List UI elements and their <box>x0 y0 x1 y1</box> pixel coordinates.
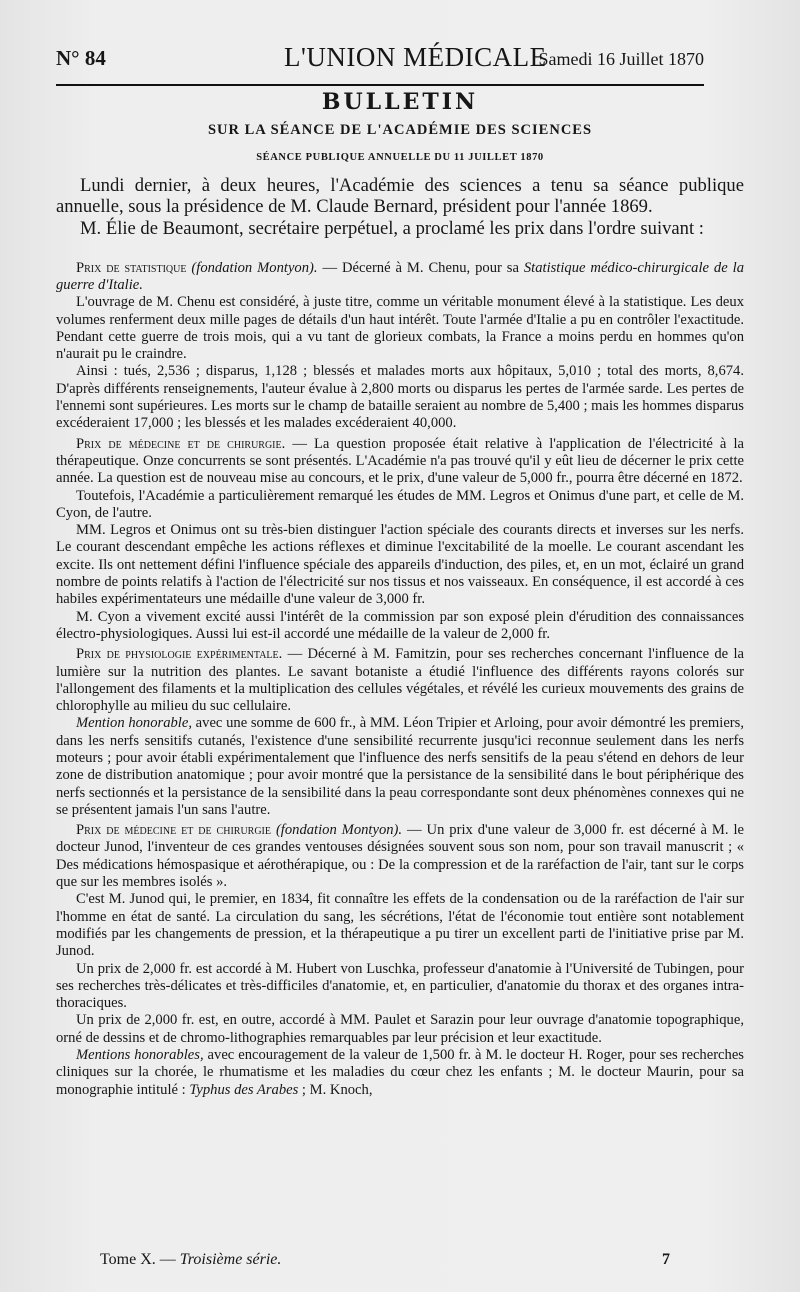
series-label: Troisième série. <box>179 1251 282 1268</box>
work-title: Statistique médico-chirurgicale de la guerre d'Italie. <box>56 259 744 293</box>
section-physiologie <box>56 646 744 715</box>
section-medecine-montyon <box>56 822 744 891</box>
volume-line <box>100 1251 281 1269</box>
paragraph <box>56 1047 744 1099</box>
paragraph: MM. Legros et Onimus ont su très-bien distinguer l'action spéciale des courants directs et inverses sur les nerfs. Le courant descendant empêche les actions réflexes et diminue l'excitabilité de la moelle. Le courant ascendant les excite. Ils ont nettement défini l'influence spéciale des appareils d'induction, des piles, et, en un mot, éclairé un grand nombre de points relatifs à l'action de l'électricité sur nos tissus et nos vaisseaux. En conséquence, il est accordé à ces habiles expérimentateurs une médaille d'une valeur de 3,000 fr. <box>56 522 744 608</box>
intro-paragraph: M. Élie de Beaumont, secrétaire perpétuel, a proclamé les prix dans l'ordre suivant : <box>80 218 704 240</box>
session-line: SÉANCE PUBLIQUE ANNUELLE DU 11 JUILLET 1870 <box>256 151 544 163</box>
section-heading: Prix de médecine et de chirurgie. <box>76 435 286 452</box>
mention-label: Mention honorable, <box>76 715 192 732</box>
page-number: 7 <box>662 1251 670 1268</box>
journal-title: L'UNION MÉDICALE <box>284 42 547 72</box>
bulletin-title: BULLETIN <box>321 89 479 115</box>
paragraph-text: avec une somme de 600 fr., à MM. Léon Tripier et Arloing, pour avoir démontré les premiers, dans les nerfs sensitifs cutanés, l'existence d'une sensibilité recurrente jusqu'ici reconnue seulement dans les nerfs moteurs ; pour avoir établi expérimentalement que l'influence des nerfs sensitifs de la peau s'étend en dehors de leur zone de distribution anatomique ; pour avoir montré que la persistance de la sensibilité dans le bout périphérique des nerfs sectionnés et la persistance de la sensibilité dans la peau correspondante sont deux phénomènes connexes qui ne se présentent jamais l'un sans l'autre. <box>56 715 744 818</box>
work-title: Typhus des Arabes <box>189 1081 299 1098</box>
paragraph-text: — Décerné à M. Famitzin, pour ses recherches concernant l'influence de la lumière sur la nutrition des plantes. Le savant botaniste a étudié l'influence des différents rayons colorés sur l'allongement des filaments et la multiplication des cellules végétales, et révélé les curieux mouvements des grains de chlorophylle au milieu du suc cellulaire. <box>56 646 744 715</box>
paragraph: Toutefois, l'Académie a particulièrement remarqué les études de MM. Legros et Onimus d'une part, et celle de M. Cyon, de l'autre. <box>56 487 744 521</box>
paragraph <box>56 715 744 819</box>
foundation-note: (fondation Montyon). <box>191 259 318 276</box>
paragraph: Un prix de 2,000 fr. est, en outre, accordé à MM. Paulet et Sarazin pour leur ouvrage d'anatomie topographique, orné de dessins et de chromo-lithographies remarquables par leur précision et leur exactitude. <box>56 1012 744 1046</box>
article-body <box>56 89 744 1099</box>
intro-paragraph: Lundi dernier, à deux heures, l'Académie des sciences a tenu sa séance publique annuelle, sous la présidence de M. Claude Bernard, président pour l'année 1869. <box>56 174 744 218</box>
page-header <box>56 44 704 86</box>
section-statistique <box>56 260 744 295</box>
mention-label: Mentions honorables, <box>76 1047 204 1064</box>
paragraph-text: — La question proposée était relative à l'application de l'électricité à la thérapeutique. Onze concurrents se sont présentés. L'Académie n'a pas trouvé qu'il y eût lieu de décerner le prix cette année. La question est de nouveau mise au concours, et le prix, d'une valeur de 5,000 fr., pourra être décerné en 1872. <box>56 435 744 487</box>
volume-label: Tome X. — <box>100 1251 180 1268</box>
paragraph-text: avec encouragement de la valeur de 1,500 fr. à M. le docteur H. Roger, pour ses recherches cliniques sur la chorée, le rhumatisme et les maladies du cœur chez les enfants ; M. le docteur Maurin, pour sa monographie intitulé : <box>56 1047 744 1098</box>
paragraph-text: — Un prix d'une valeur de 3,000 fr. est décerné à M. le docteur Junod, l'inventeur de ces grandes ventouses désignées souvent sous son nom, pour son travail manuscrit ; « Des médications hémospasique et aérothérapique, ou : De la compression et de la raréfaction de l'air, tant sur le corps que sur les membres isolés ». <box>56 822 744 891</box>
issue-date: Samedi 16 Juillet 1870 <box>538 49 704 69</box>
paragraph: Un prix de 2,000 fr. est accordé à M. Hubert von Luschka, professeur d'anatomie à l'Université de Tubingen, pour ses recherches très-délicates et très-difficiles d'anatomie, et, en particulier, d'anatomie du thorax et des organes intra-thoraciques. <box>56 960 744 1012</box>
paragraph: Ainsi : tués, 2,536 ; disparus, 1,128 ; blessés et malades morts aux hôpitaux, 5,010 ; total des morts, 8,674. D'après différents renseignements, l'auteur évalue à 2,800 morts ou disparus les pertes de l'armée sarde. Les pertes de l'ennemi sont supérieures. Les morts sur le champ de bataille seraient au nombre de 5,400 ; mais les hommes disparus excéderaient 17,000 ; les blessés et les malades excéderaient 40,000. <box>56 363 744 432</box>
section-heading: Prix de physiologie expérimentale. <box>76 646 283 663</box>
foundation-note: (fondation Montyon). <box>275 822 403 839</box>
bulletin-subtitle: SUR LA SÉANCE DE L'ACADÉMIE DES SCIENCES <box>207 122 593 139</box>
section-heading: Prix de statistique <box>76 259 187 276</box>
section-heading: Prix de médecine et de chirurgie <box>76 822 271 839</box>
paragraph-text: ; M. Knoch, <box>298 1081 373 1098</box>
issue-number: N° 84 <box>56 46 106 70</box>
paragraph: C'est M. Junod qui, le premier, en 1834, fit connaître les effets de la condensation ou de la raréfaction de l'air sur l'homme en état de santé. La circulation du sang, les sécrétions, l'état de l'économie tout entière sont notablement modifiés par les changements de pression, et la thérapeutique a pu tirer un excellent parti de l'initiative prise par M. Junod. <box>56 891 744 960</box>
paragraph: M. Cyon a vivement excité aussi l'intérêt de la commission par son exposé plein d'érudition des connaissances électro-physiologiques. Aussi lui est-il accordé une médaille de la valeur de 2,000 fr. <box>56 608 744 642</box>
paragraph: L'ouvrage de M. Chenu est considéré, à juste titre, comme un véritable monument élevé à la statistique. Les deux volumes renferment deux mille pages de détails d'un haut intérêt. Toute l'armée d'Italie a pu en contrôler l'exactitude. Pendant cette guerre de trois mois, qui a vu tant de glorieux combats, la France a moins perdu en hommes qu'on n'aurait pu le craindre. <box>56 294 744 363</box>
section-medecine <box>56 436 744 488</box>
paragraph-text: — Décerné à M. Chenu, pour sa <box>317 259 524 276</box>
